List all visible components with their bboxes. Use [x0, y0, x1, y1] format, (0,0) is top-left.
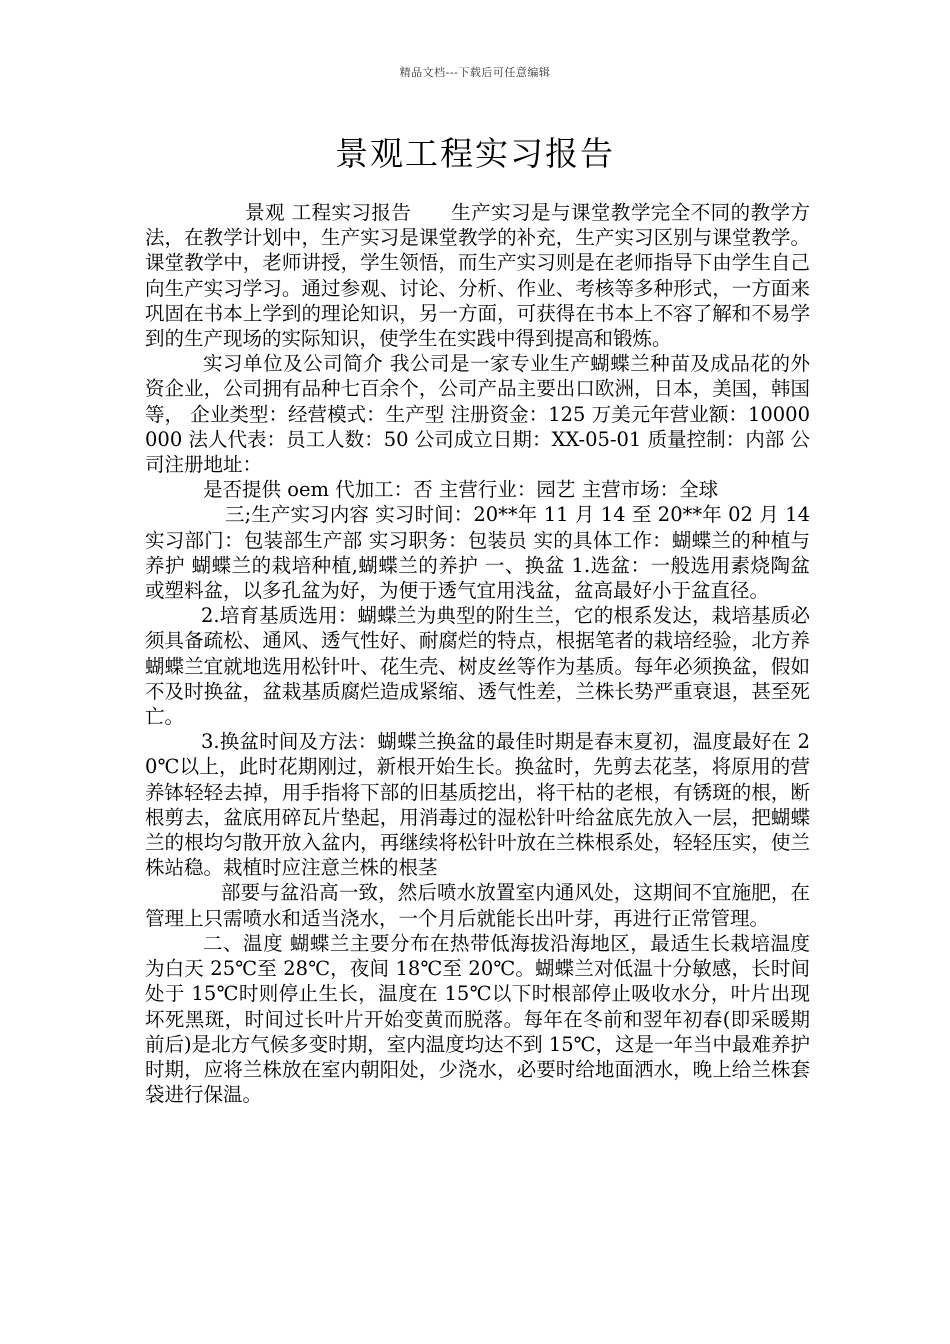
paragraph-3: 是否提供 oem 代加工：否 主营行业：园艺 主营市场：全球	[203, 478, 719, 502]
paragraph-6: 3.换盆时间及方法：蝴蝶兰换盆的最佳时期是春末夏初，温度最好在 20℃以上，此时花期刚过，新根开始生长。换盆时，先剪去花茎，将原用的营养钵轻轻去掉，用手指将下部的旧基质挖出，将干枯的老根，有锈斑的根，断根剪去，盆底用碎瓦片垫起，用消毒过的湿松针叶给盆底先放入一层，把蝴蝶兰的根均匀散开放入盆内，再继续将松针叶放在兰株根系处，轻轻压实，使兰株站稳。栽植时应注意兰株的根茎	[145, 730, 810, 880]
paragraph-8: 二、温度 蝴蝶兰主要分布在热带低海拔沿海地区，最适生长栽培温度为白天 25℃至 28℃，夜间 18℃至 20℃。蝴蝶兰对低温十分敏感，长时间处于 15℃时则停止生长，温度在 15℃以下时根部停止吸收水分，叶片出现坏死黑斑，时间过长叶片开始变黄而脱落。每年在冬前和翌年初春(即采暖期前后)是北方气候多变时期，室内温度均达不到 15℃，这是一年当中最难养护时期，应将兰株放在室内朝阳处，少浇水，必要时给地面洒水，晚上给兰株套袋进行保温。	[145, 931, 810, 1107]
document-title: 景观工程实习报告	[335, 134, 615, 173]
paragraph-1: 景观 工程实习报告 生产实习是与课堂教学完全不同的教学方法，在教学计划中，生产实习是课堂教学的补充，生产实习区别与课堂教学。课堂教学中，老师讲授，学生领悟，而生产实习则是在老师指导下由学生自己向生产实习学习。通过参观、讨论、分析、作业、考核等多种形式，一方面来巩固在书本上学到的理论知识，另一方面，可获得在书本上不容了解和不易学到的生产现场的实际知识，使学生在实践中得到提高和锻炼。	[145, 201, 810, 351]
paragraph-7: 部要与盆沿高一致，然后喷水放置室内通风处，这期间不宜施肥，在管理上只需喷水和适当浇水，一个月后就能长出叶芽，再进行正常管理。	[145, 881, 810, 930]
page-header: 精品文档---下载后可任意编辑	[399, 66, 551, 79]
paragraph-4: 三;生产实习内容 实习时间：20**年 11 月 14 至 20**年 02 月 14 实习部门：包装部生产部 实习职务：包装员 实的具体工作：蝴蝶兰的种植与养护 蝴蝶兰的栽培种植,蝴蝶兰的养护 一、换盆 1.选盆：一般选用素烧陶盆或塑料盆，以多孔盆为好，为便于透气宜用浅盆，盆高最好小于盆直径。	[145, 503, 810, 603]
paragraph-5: 2.培育基质选用：蝴蝶兰为典型的附生兰，它的根系发达，栽培基质必须具备疏松、通风、透气性好、耐腐烂的特点，根据笔者的栽培经验，北方养蝴蝶兰宜就地选用松针叶、花生壳、树皮丝等作为基质。每年必须换盆，假如不及时换盆，盆栽基质腐烂造成紧缩、透气性差，兰株长势严重衰退，甚至死亡。	[145, 604, 810, 729]
document-body	[145, 200, 810, 1107]
paragraph-2: 实习单位及公司简介 我公司是一家专业生产蝴蝶兰种苗及成品花的外资企业，公司拥有品种七百余个，公司产品主要出口欧洲，日本，美国，韩国等， 企业类型：经营模式：生产型 注册资金：125 万美元年营业额：10000000 法人代表：员工人数：50 公司成立日期：XX-05-01 质量控制：内部 公司注册地址：	[145, 352, 810, 477]
